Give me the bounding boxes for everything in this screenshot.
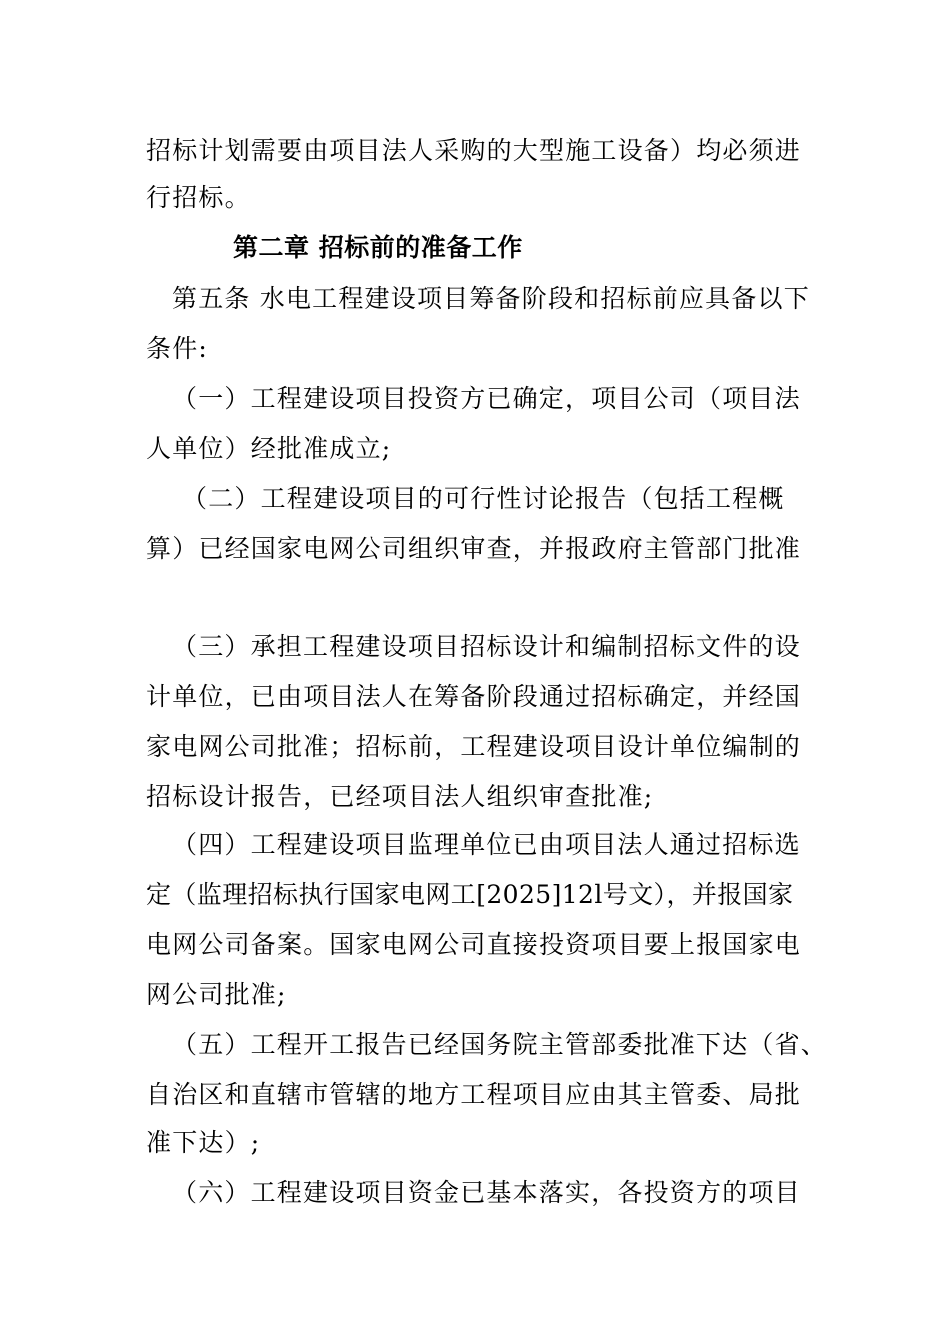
paragraph-line: 条件: — [146, 334, 209, 363]
paragraph-line: 行招标。 — [146, 183, 251, 212]
clause-five-line: （五）工程开工报告已经国务院主管部委批准下达（省、 — [172, 1030, 828, 1059]
paragraph-line: 招标设计报告，已经项目法人组织审查批准; — [146, 782, 654, 811]
paragraph-line: 计单位，已由项目法人在筹备阶段通过招标确定，并经国 — [146, 682, 802, 711]
paragraph-line: 算）已经国家电网公司组织审查，并报政府主管部门批准 — [146, 534, 802, 563]
article-five-line: 第五条 水电工程建设项目筹备阶段和招标前应具备以下 — [172, 284, 810, 313]
paragraph-line: 准下达）; — [146, 1128, 261, 1157]
chapter-heading: 第二章 招标前的准备工作 — [233, 233, 523, 262]
paragraph-line: 电网公司备案。国家电网公司直接投资项目要上报国家电 — [146, 930, 802, 959]
clause-four-line: （四）工程建设项目监理单位已由项目法人通过招标选 — [172, 830, 801, 859]
clause-one-line: （一）工程建设项目投资方已确定，项目公司（项目法 — [172, 384, 801, 413]
paragraph-line: 招标计划需要由项目法人采购的大型施工设备）均必须进 — [146, 136, 802, 165]
clause-two-line: （二）工程建设项目的可行性讨论报告（包括工程概 — [182, 484, 785, 513]
paragraph-line: 家电网公司批准；招标前，工程建设项目设计单位编制的 — [146, 732, 802, 761]
paragraph-line: 网公司批准; — [146, 980, 287, 1009]
paragraph-line: 人单位）经批准成立; — [146, 434, 392, 463]
paragraph-line: 定（监理招标执行国家电网工[2025]12l号文），并报国家 — [146, 880, 794, 909]
paragraph-line: 自治区和直辖市管辖的地方工程项目应由其主管委、局批 — [146, 1080, 802, 1109]
clause-three-line: （三）承担工程建设项目招标设计和编制招标文件的设 — [172, 632, 801, 661]
clause-six-line: （六）工程建设项目资金已基本落实，各投资方的项目 — [172, 1178, 801, 1207]
